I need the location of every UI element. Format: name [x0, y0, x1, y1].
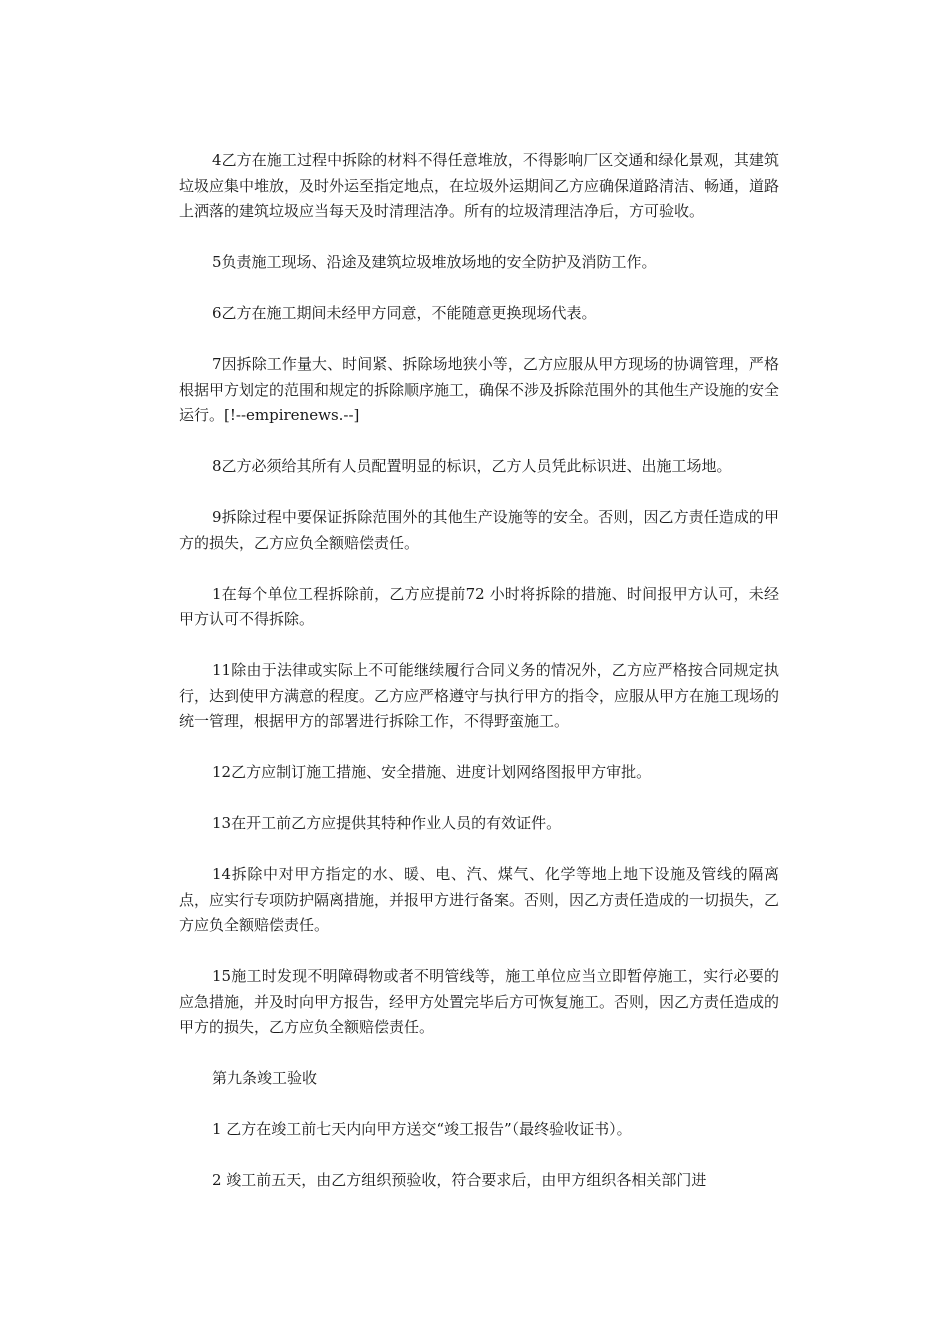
acceptance-item-2: 2 竣工前五天，由乙方组织预验收，符合要求后，由甲方组织各相关部门进: [212, 1171, 707, 1189]
paragraph-item-8: 8乙方必须给其所有人员配置明显的标识，乙方人员凭此标识进、出施工场地。: [212, 457, 732, 475]
paragraph-item-15: 15施工时发现不明障碍物或者不明管线等，施工单位应当立即暂停施工，实行必要的应急措施，并及时向甲方报告，经甲方处置完毕后方可恢复施工。否则，因乙方责任造成的甲方的损失，乙方应负全额赔偿责任。: [179, 967, 780, 1036]
paragraph-item-6: 6乙方在施工期间未经甲方同意，不能随意更换现场代表。: [212, 304, 597, 322]
paragraph-item-4: 4乙方在施工过程中拆除的材料不得任意堆放，不得影响厂区交通和绿化景观，其建筑垃圾应集中堆放，及时外运至指定地点，在垃圾外运期间乙方应确保道路清洁、畅通，道路上洒落的建筑垃圾应当每天及时清理洁净。所有的垃圾清理洁净后，方可验收。: [179, 151, 780, 220]
paragraph-item-13: 13在开工前乙方应提供其特种作业人员的有效证件。: [212, 814, 562, 832]
document-body: [179, 148, 779, 1219]
paragraph-item-9: 9拆除过程中要保证拆除范围外的其他生产设施等的安全。否则，因乙方责任造成的甲方的损失，乙方应负全额赔偿责任。: [179, 508, 779, 552]
section-heading: 第九条竣工验收: [212, 1069, 318, 1087]
paragraph-item-7: 7因拆除工作量大、时间紧、拆除场地狭小等，乙方应服从甲方现场的协调管理，严格根据甲方划定的范围和规定的拆除顺序施工，确保不涉及拆除范围外的其他生产设施的安全运行。[!--empirenews.--]: [179, 355, 780, 424]
paragraph-item-12: 12乙方应制订施工措施、安全措施、进度计划网络图报甲方审批。: [212, 763, 652, 781]
paragraph-item-14: 14拆除中对甲方指定的水、暖、电、汽、煤气、化学等地上地下设施及管线的隔离点，应实行专项防护隔离措施，并报甲方进行备案。否则，因乙方责任造成的一切损失，乙方应负全额赔偿责任。: [179, 865, 780, 934]
paragraph-item-10: 1在每个单位工程拆除前，乙方应提前72 小时将拆除的措施、时间报甲方认可，未经甲方认可不得拆除。: [179, 584, 779, 628]
acceptance-item-1: 1 乙方在竣工前七天内向甲方送交“竣工报告”（最终验收证书）。: [212, 1120, 632, 1138]
paragraph-item-5: 5负责施工现场、沿途及建筑垃圾堆放场地的安全防护及消防工作。: [212, 253, 657, 271]
paragraph-item-11: 11除由于法律或实际上不可能继续履行合同义务的情况外，乙方应严格按合同规定执行，达到使甲方满意的程度。乙方应严格遵守与执行甲方的指令，应服从甲方在施工现场的统一管理，根据甲方的部署进行拆除工作，不得野蛮施工。: [179, 661, 780, 730]
